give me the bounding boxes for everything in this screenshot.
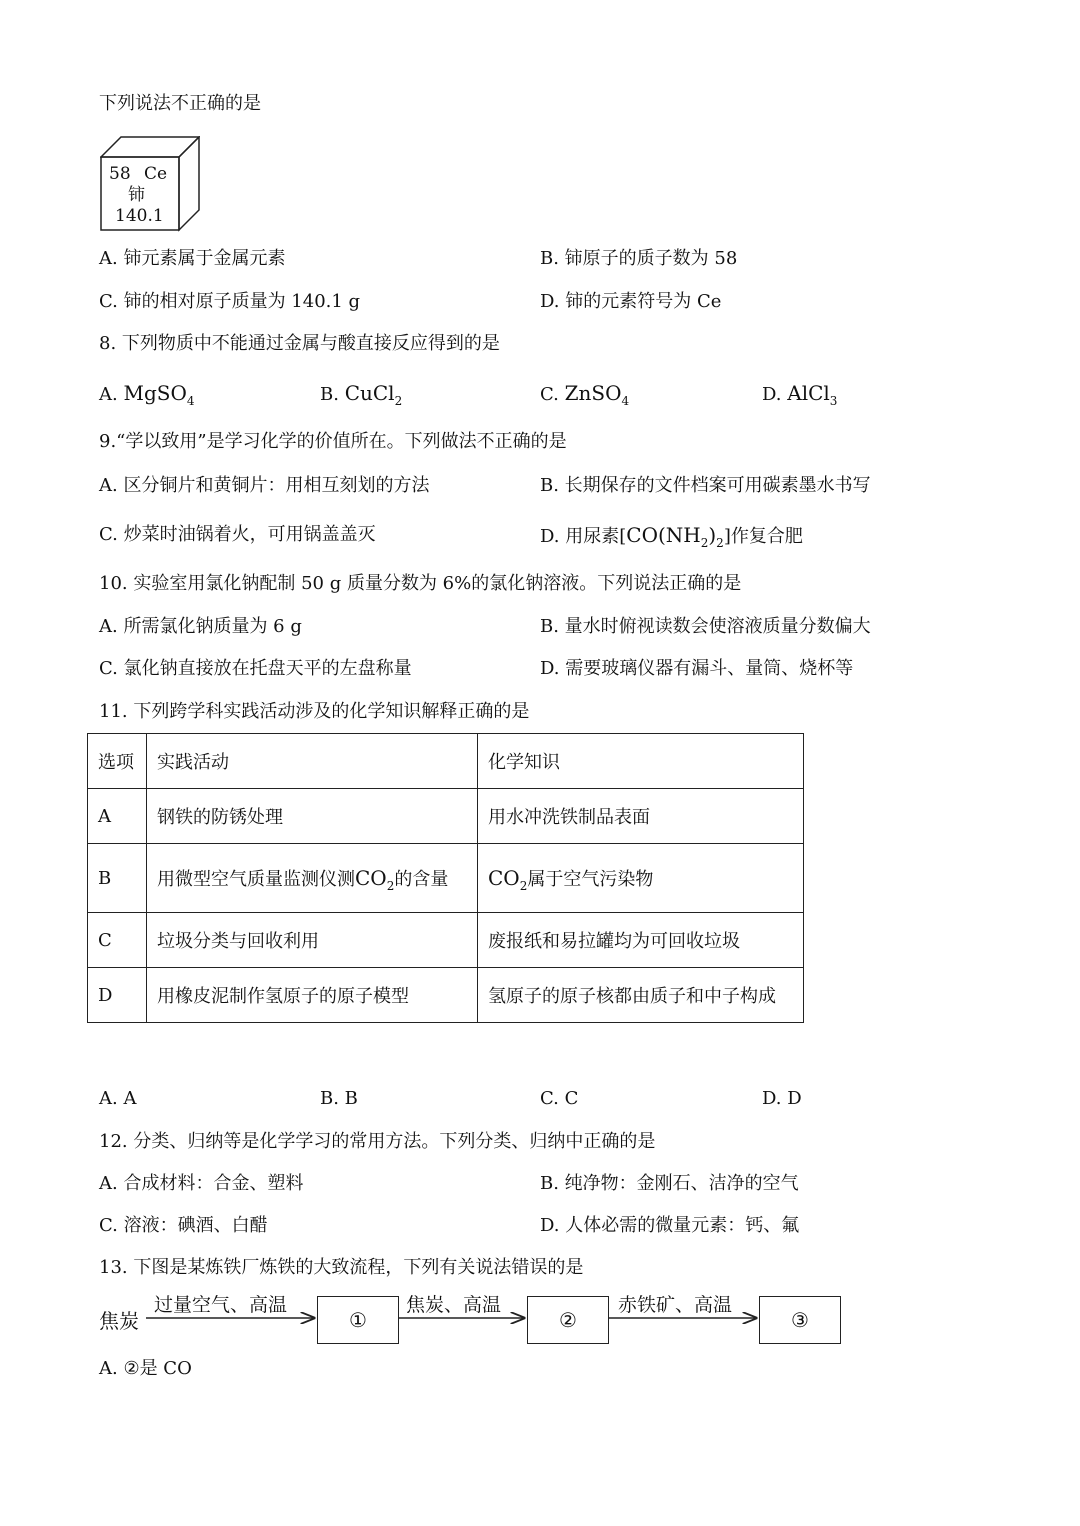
element-symbol: Ce <box>144 164 168 184</box>
q9-d-post: ]作复合肥 <box>723 526 803 547</box>
q12-option-b[interactable]: B. 纯净物：金刚石、洁净的空气 <box>540 1173 799 1194</box>
q9-d-pre: D. 用尿素[ <box>540 526 627 547</box>
row-a-knowledge: 用水冲洗铁制品表面 <box>478 789 804 844</box>
q8-d-sub: 3 <box>829 394 838 408</box>
row-a-option: A <box>88 789 147 844</box>
q9-d-sub-1: 2 <box>700 536 709 550</box>
q13-stem: 13. 下图是某炼铁厂炼铁的大致流程，下列有关说法错误的是 <box>99 1257 584 1278</box>
atomic-number: 58 <box>109 164 131 184</box>
table-row <box>88 844 804 913</box>
q11-answer-a[interactable]: A. A <box>99 1088 137 1109</box>
table-row <box>88 789 804 844</box>
flow-box-1: ① <box>317 1296 399 1344</box>
row-b-knowledge-sub: 2 <box>519 879 528 893</box>
flow-box-3: ③ <box>759 1296 841 1344</box>
q8-d-formula: AlCl <box>787 381 830 405</box>
q8-c-sub: 4 <box>621 394 630 408</box>
q13-option-a[interactable]: A. ②是 CO <box>99 1358 192 1379</box>
q7-option-a[interactable]: A. 铈元素属于金属元素 <box>99 248 286 269</box>
row-b-activity-formula: CO <box>355 866 387 890</box>
q8-b-sub: 2 <box>394 394 403 408</box>
q8-option-d[interactable] <box>762 381 837 407</box>
q8-stem: 8. 下列物质中不能通过金属与酸直接反应得到的是 <box>99 333 500 354</box>
q7-option-d[interactable]: D. 铈的元素符号为 Ce <box>540 291 722 312</box>
q11-table <box>87 733 804 1023</box>
element-cell-cerium <box>100 136 200 232</box>
row-d-knowledge: 氢原子的原子核都由质子和中子构成 <box>478 968 804 1023</box>
q11-answer-d[interactable]: D. D <box>762 1088 802 1109</box>
q12-stem: 12. 分类、归纳等是化学学习的常用方法。下列分类、归纳中正确的是 <box>99 1131 656 1152</box>
header-activity: 实践活动 <box>147 734 478 789</box>
flow-start-coke: 焦炭 <box>99 1309 139 1333</box>
q9-d-formula-1: CO(NH <box>626 523 701 547</box>
q8-b-formula: CuCl <box>344 381 395 405</box>
row-b-knowledge <box>478 844 804 913</box>
q8-option-a[interactable] <box>99 381 195 407</box>
row-b-knowledge-formula: CO <box>488 866 520 890</box>
q10-option-b[interactable]: B. 量水时俯视读数会使溶液质量分数偏大 <box>540 616 871 637</box>
q8-b-letter: B. <box>320 384 339 405</box>
q9-option-d[interactable] <box>540 523 803 549</box>
row-d-option: D <box>88 968 147 1023</box>
q7-stem: 下列说法不正确的是 <box>99 93 261 114</box>
row-b-option: B <box>88 844 147 913</box>
header-option: 选项 <box>88 734 147 789</box>
row-b-activity-post: 的含量 <box>394 869 449 890</box>
q10-option-c[interactable]: C. 氯化钠直接放在托盘天平的左盘称量 <box>99 658 412 679</box>
q9-option-a[interactable]: A. 区分铜片和黄铜片：用相互刻划的方法 <box>99 475 430 496</box>
q12-option-a[interactable]: A. 合成材料：合金、塑料 <box>99 1173 304 1194</box>
q11-stem: 11. 下列跨学科实践活动涉及的化学知识解释正确的是 <box>99 701 530 722</box>
q9-option-b[interactable]: B. 长期保存的文件档案可用碳素墨水书写 <box>540 475 871 496</box>
row-c-knowledge: 废报纸和易拉罐均为可回收垃圾 <box>478 913 804 968</box>
q10-option-d[interactable]: D. 需要玻璃仪器有漏斗、量筒、烧杯等 <box>540 658 854 679</box>
q10-option-a[interactable]: A. 所需氯化钠质量为 6 g <box>99 616 302 637</box>
q8-c-formula: ZnSO <box>564 381 622 405</box>
q8-option-c[interactable] <box>540 381 629 407</box>
q11-answer-b[interactable]: B. B <box>320 1088 358 1109</box>
q7-option-b[interactable]: B. 铈原子的质子数为 58 <box>540 248 738 269</box>
table-row <box>88 913 804 968</box>
q8-d-letter: D. <box>762 384 782 405</box>
q9-option-c[interactable]: C. 炒菜时油锅着火，可用锅盖盖灭 <box>99 524 376 545</box>
q8-a-letter: A. <box>99 384 118 405</box>
row-b-knowledge-post: 属于空气污染物 <box>527 869 654 890</box>
q9-d-sub-2: 2 <box>716 536 724 550</box>
row-b-activity-pre: 用微型空气质量监测仪测 <box>157 869 355 890</box>
element-name: 铈 <box>128 185 145 205</box>
atomic-mass: 140.1 <box>115 206 164 226</box>
q10-stem: 10. 实验室用氯化钠配制 50 g 质量分数为 6%的氯化钠溶液。下列说法正确的是 <box>99 573 742 594</box>
table-header-row <box>88 734 804 789</box>
q8-c-letter: C. <box>540 384 559 405</box>
q9-stem: 9.“学以致用”是学习化学的价值所在。下列做法不正确的是 <box>99 431 567 452</box>
row-d-activity: 用橡皮泥制作氢原子的原子模型 <box>147 968 478 1023</box>
q8-a-formula: MgSO <box>123 381 187 405</box>
arrow2-label: 焦炭、高温 <box>406 1294 502 1316</box>
arrow3-label: 赤铁矿、高温 <box>618 1294 733 1316</box>
row-b-activity <box>147 844 478 913</box>
q7-option-c[interactable]: C. 铈的相对原子质量为 140.1 g <box>99 291 361 312</box>
q12-option-d[interactable]: D. 人体必需的微量元素：钙、氟 <box>540 1215 800 1236</box>
table-row <box>88 968 804 1023</box>
q12-option-c[interactable]: C. 溶液：碘酒、白醋 <box>99 1215 268 1236</box>
q8-option-b[interactable] <box>320 381 402 407</box>
q8-a-sub: 4 <box>186 394 195 408</box>
row-c-option: C <box>88 913 147 968</box>
row-c-activity: 垃圾分类与回收利用 <box>147 913 478 968</box>
arrow1-label: 过量空气、高温 <box>154 1294 288 1316</box>
q11-answer-c[interactable]: C. C <box>540 1088 579 1109</box>
flow-box-2: ② <box>527 1296 609 1344</box>
row-a-activity: 钢铁的防锈处理 <box>147 789 478 844</box>
row-b-activity-sub: 2 <box>386 879 395 893</box>
header-knowledge: 化学知识 <box>478 734 804 789</box>
q9-d-formula-2: ) <box>708 523 717 547</box>
